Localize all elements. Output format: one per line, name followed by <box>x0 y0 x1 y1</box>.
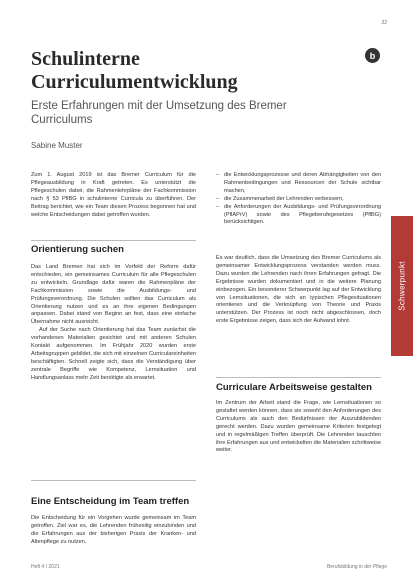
heading-orientierung: Orientierung suchen <box>31 244 124 255</box>
heading-curricular: Curriculare Arbeitsweise gestalten <box>216 382 372 393</box>
list-item: – die Zusammenarbeit der Lehrenden verbessern, <box>216 196 381 204</box>
section-orientierung <box>31 244 196 256</box>
right-body <box>216 255 381 326</box>
body-paragraph: Es war deutlich, dass die Umsetzung des Bremer Curriculums als gemeinsamer Entwicklungsprozess verstanden werden muss. Dazu wurden die Lehrenden nach ihren Erfahrungen gefragt. Die Ergebnisse wurden dokumentiert und in die weitere Planung einbezogen. Ein besonderer Schwerpunkt lag auf der Entwicklung von Lernsituationen, die sich an typischen Pflegesituationen orientieren und die Verknüpfung von Theorie und Praxis unterstützen. Der Prozess ist noch nicht abgeschlossen, doch erste Ergebnisse zeigen, dass sich der Aufwand lohnt. <box>216 255 381 325</box>
heading-entscheidung: Eine Entscheidung im Team treffen <box>31 496 190 507</box>
footer-journal: Berufsbildung in der Pflege <box>326 564 387 570</box>
bp-logo-icon: b <box>365 48 380 63</box>
intro-paragraph <box>31 172 196 219</box>
body-paragraph: Auf der Suche nach Orientierung hat das Team zunächst die vorhandenen Materialien gesichtet und mit anderen Schulen Kontakt aufgenommen. Im Frühjahr 2020 wurden erste Arbeitsgruppen gebildet, die sich mit einzelnen Curriculareinheiten beschäftigten. Schnell zeigte sich, dass die Verständigung über zentrale Begriffe wie Kompetenz, Lernsituation und Handlungsanlass mehr Zeit benötigte als erwartet. <box>31 327 196 381</box>
author-name: Sabine Muster <box>31 141 83 150</box>
footer-issue: Heft 4 / 2021 <box>31 564 60 570</box>
list-item: – die Anforderungen der Ausbildungs- und Prüfungsverordnung (PflAPrV) sowie des Pflegeberufegesetzes (PflBG) berücksichtigen. <box>216 204 381 228</box>
body-paragraph: Die Entscheidung für ein Vorgehen wurde gemeinsam im Team getroffen. Ziel war es, die Lehrenden frühzeitig einzubinden und die Erfahrungen aus der bisherigen Praxis der Kranken- und Altenpflege zu nutzen. <box>31 515 196 545</box>
curricular-body <box>216 400 381 455</box>
section-tab <box>391 216 413 356</box>
section-curricular <box>216 382 381 394</box>
article-subtitle: Erste Erfahrungen mit der Umsetzung des Bremer Curriculums <box>31 100 287 126</box>
divider <box>31 240 196 241</box>
article-title: Schulinterne Curriculumentwicklung <box>31 48 238 93</box>
intro-text: Zum 1. August 2019 ist das Bremer Curriculum für die Pflegeausbildung in Kraft getreten. Es unterstützt die Pflegeschulen dabei, die Rahmenlehrpläne der Fachkommission nach § 53 PflBG in schulinterne Curricula zu überführen. Der Beitrag berichtet, wie ein Team diesen Prozess begonnen hat und welche Entscheidungen dabei getroffen wurden. <box>31 172 196 218</box>
entscheidung-body <box>31 515 196 547</box>
page-number: 22 <box>381 20 387 26</box>
divider <box>31 480 196 481</box>
bullet-list <box>216 172 381 227</box>
divider <box>216 377 381 378</box>
orientierung-body <box>31 264 196 383</box>
list-item: – die Entwicklungsprozesse und deren Abhängigkeiten von den Rahmenbedingungen und Ressourcen der Schule sichtbar machen, <box>216 172 381 196</box>
body-paragraph: Das Land Bremen hat sich im Vorfeld der Reform dafür entschieden, ein gemeinsames Curriculum für alle Pflegeschulen zu entwickeln. Grundlage dafür waren die Rahmenpläne der Fachkommission sowie die Ausbildungs- und Prüfungsverordnung. Die Schulen sollten das Curriculum als Orientierung nutzen und es an ihre eigenen Bedingungen anpassen. Dabei stand von Beginn an fest, dass eine einfache Übernahme nicht ausreicht. <box>31 264 196 326</box>
body-paragraph: Im Zentrum der Arbeit stand die Frage, wie Lernsituationen so gestaltet werden können, dass sie sowohl den Anforderungen des Curriculums als auch den Bedürfnissen der Auszubildenden gerecht werden. Dazu wurden gemeinsame Kriterien festgelegt und in regelmäßigen Treffen überprüft. Die Lehrenden tauschten ihre Erfahrungen aus und entwickelten die Materialien schrittweise weiter. <box>216 400 381 454</box>
section-tab-label: Schwerpunkt <box>397 261 407 311</box>
section-entscheidung <box>31 496 196 508</box>
